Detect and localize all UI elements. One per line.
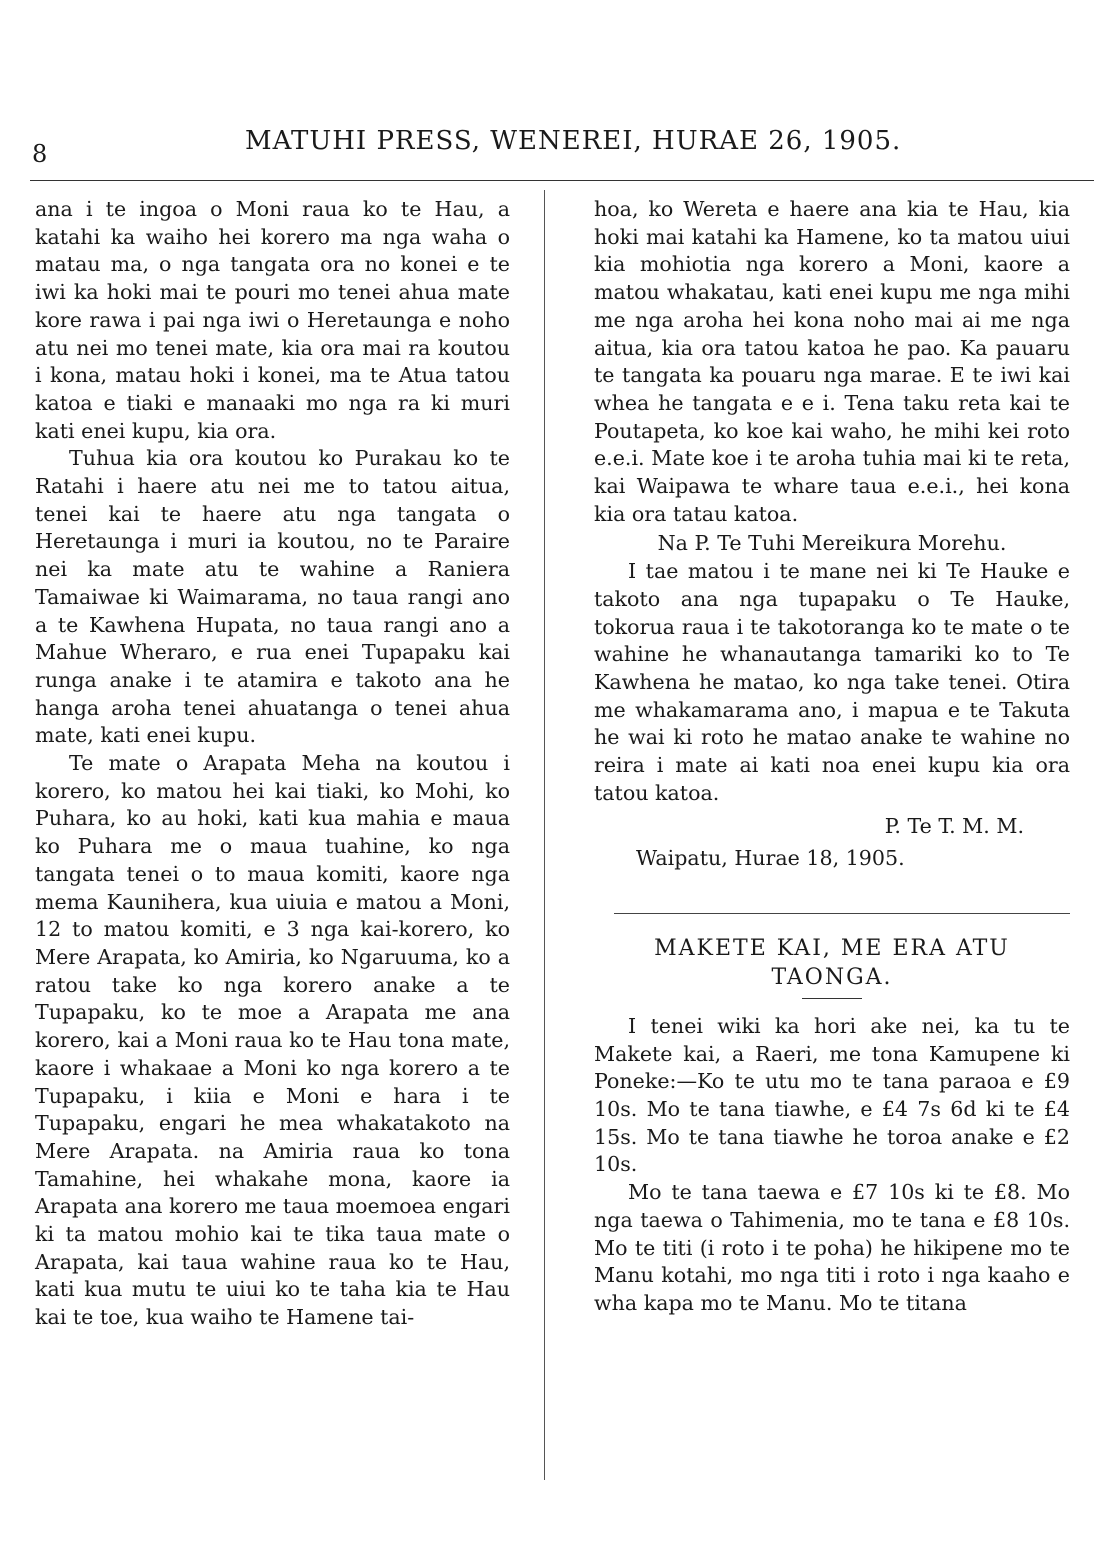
header-rule [30, 180, 1094, 181]
right-column [594, 196, 1070, 1318]
paragraph: Tuhua kia ora koutou ko Purakau ko te Ratahi i haere atu nei me to tatou aitua, tenei kai te haere atu nga tangata o Heretaunga i muri ia koutou, no te Paraire nei ka mate atu te wahine a Raniera Tamaiwae ki Waimarama, no taua rangi ano a te Kawhena Hupata, no taua rangi ano a Mahue Wheraro, e rua enei Tupapaku kai runga anake i te atamira e takoto ana he hanga aroha tenei ahuatanga o tenei ahua mate, kati enei kupu. [35, 446, 510, 748]
section-rule [614, 913, 1070, 914]
paragraph: Mo te tana taewa e £7 10s ki te £8. Mo nga taewa o Tahimenia, mo te tana e £8 10s. Mo te titi (i roto i te poha) he hikipene mo te Manu kotahi, mo nga titi i roto i nga kaaho e wha kapa mo te Manu. Mo te titana [594, 1180, 1070, 1315]
paragraph: I tenei wiki ka hori ake nei, ka tu te Makete kai, a Raeri, me tona Kamupene ki Poneke:—Ko te utu mo te tana paraoa e £9 10s. Mo te tana tiawhe, e £4 7s 6d ki te £4 15s. Mo te tana tiawhe he toroa anake e £2 10s. [594, 1013, 1070, 1177]
initials: P. Te T. M. M. [884, 814, 1024, 839]
paragraph: Te mate o Arapata Meha na koutou i korero, ko matou hei kai tiaki, ko Mohi, ko Puhara, ko au hoki, kati kua mahia e maua ko Puhara me o maua tuahine, ko nga tangata tenei o to maua komiti, kaore nga mema Kaunihera, kua uiuia e matou a Moni, 12 to matou komiti, e 3 nga kai-korero, ko Mere Arapata, ko Amiria, ko Ngaruuma, ko a ratou take ko nga korero anake a te Tupapaku, ko te moe a Arapata me ana korero, kai a Moni raua ko te Hau tona mate, kaore i whakaae a Moni ko nga korero a te Tupapaku, i kiia e Moni e hara i te Tupapaku, engari he mea whakatakoto na Mere Arapata. na Amiria raua ko tona Tamahine, hei whakahe mona, kaore ia Arapata ana korero me taua moemoea engari ki ta matou mohio kai te tika taua mate o Arapata, kai taua wahine raua ko te Hau, kati kua mutu te uiui ko te taha kia te Hau kai te toe, kua waiho te Hamene tai- [35, 751, 510, 1330]
column-divider [544, 190, 545, 1480]
page-number: 8 [32, 140, 48, 168]
paragraph: ana i te ingoa o Moni raua ko te Hau, a katahi ka waiho hei korero ma nga waha o matau ma, o nga tangata ora no konei e te iwi ka hoki mai te pouri mo tenei ahua mate kore rawa i pai nga iwi o Heretaunga e noho atu nei mo tenei mate, kia ora mai ra koutou i kona, matau hoki i konei, ma te Atua tatou katoa e tiaki e manaaki mo nga ra ki muri kati enei kupu, kia ora. [35, 197, 510, 443]
signature: Na P. Te Tuhi Mereikura Morehu. [657, 531, 1007, 556]
left-column [35, 196, 510, 1332]
paragraph: hoa, ko Wereta e haere ana kia te Hau, kia hoki mai katahi ka Hamene, ko ta matou uiui kia mohiotia nga korero a Moni, kaore a matou whakatau, kati enei kupu me nga mihi me nga aroha hei kona noho mai ai me nga aitua, kia ora tatou katoa he pao. Ka pauaru te tangata ka pouaru nga marae. E te iwi kai whea he tangata e e i. Tena taku reta kai te Poutapeta, ko koe kai waho, he mihi kei roto e.e.i. Mate koe i te aroha tuhia mai ki te reta, kai Waipawa te whare taua e.e.i., hei kona kia ora tatau katoa. [594, 197, 1070, 526]
page-header [30, 122, 1090, 166]
paragraph: I tae matou i te mane nei ki Te Hauke e takoto ana nga tupapaku o Te Hauke, tokorua raua i te takotoranga ko te mate o te wahine he whanautanga tamariki ko to Te Kawhena he matao, ko nga take tenei. Otira me whakamarama ano, i mapua e te Takuta he wai ki roto he matao anake te wahine no reira i mate ai kati noa enei kupu kia ora tatou katoa. [594, 559, 1070, 805]
dateline: Waipatu, Hurae 18, 1905. [636, 846, 905, 871]
masthead: MATUHI PRESS, WENEREI, HURAE 26, 1905. [245, 126, 902, 156]
headline-rule [802, 998, 862, 999]
article-headline: MAKETE KAI, ME ERA ATU TAONGA. [654, 935, 1010, 990]
